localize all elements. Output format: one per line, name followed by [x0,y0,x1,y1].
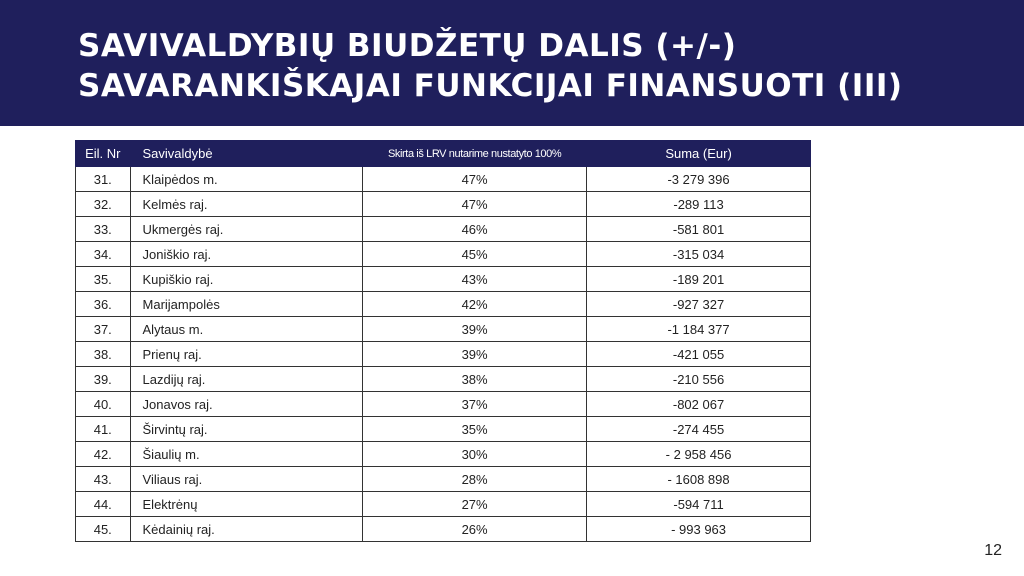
column-header-nr: Eil. Nr [76,141,131,167]
cell-nr: 42. [76,442,131,467]
table-row [76,167,811,192]
cell-sum: -802 067 [587,392,811,417]
cell-municipality: Elektrėnų [130,492,363,517]
cell-nr: 33. [76,217,131,242]
cell-nr: 44. [76,492,131,517]
cell-nr: 45. [76,517,131,542]
cell-sum: -274 455 [587,417,811,442]
cell-municipality: Kupiškio raj. [130,267,363,292]
cell-nr: 40. [76,392,131,417]
table-body [76,167,811,542]
cell-sum: - 993 963 [587,517,811,542]
table-header-row [76,141,811,167]
cell-municipality: Šiaulių m. [130,442,363,467]
cell-municipality: Širvintų raj. [130,417,363,442]
cell-municipality: Klaipėdos m. [130,167,363,192]
cell-nr: 31. [76,167,131,192]
table-row [76,317,811,342]
cell-percent: 43% [363,267,587,292]
municipality-budget-table [75,140,811,542]
table-row [76,417,811,442]
cell-percent: 38% [363,367,587,392]
cell-municipality: Jonavos raj. [130,392,363,417]
cell-sum: - 1608 898 [587,467,811,492]
cell-sum: - 2 958 456 [587,442,811,467]
table-row [76,442,811,467]
cell-percent: 46% [363,217,587,242]
cell-municipality: Viliaus raj. [130,467,363,492]
table-row [76,267,811,292]
cell-sum: -421 055 [587,342,811,367]
table-row [76,242,811,267]
table-row [76,392,811,417]
slide-title-line-2: SAVARANKIŠKAJAI FUNKCIJAI FINANSUOTI (III) [78,68,903,104]
title-banner [0,0,1024,126]
column-header-percent: Skirta iš LRV nutarime nustatyto 100% [363,141,587,167]
cell-sum: -3 279 396 [587,167,811,192]
cell-sum: -189 201 [587,267,811,292]
cell-percent: 39% [363,317,587,342]
column-header-sum: Suma (Eur) [587,141,811,167]
cell-sum: -581 801 [587,217,811,242]
cell-municipality: Ukmergės raj. [130,217,363,242]
table-row [76,492,811,517]
cell-nr: 35. [76,267,131,292]
cell-percent: 35% [363,417,587,442]
cell-nr: 32. [76,192,131,217]
table-row [76,217,811,242]
slide-title [78,26,903,106]
cell-sum: -210 556 [587,367,811,392]
cell-sum: -289 113 [587,192,811,217]
cell-sum: -1 184 377 [587,317,811,342]
table-row [76,467,811,492]
cell-municipality: Kėdainių raj. [130,517,363,542]
cell-municipality: Lazdijų raj. [130,367,363,392]
cell-percent: 45% [363,242,587,267]
column-header-municipality: Savivaldybė [130,141,363,167]
cell-nr: 39. [76,367,131,392]
cell-sum: -927 327 [587,292,811,317]
cell-percent: 27% [363,492,587,517]
cell-nr: 43. [76,467,131,492]
cell-nr: 34. [76,242,131,267]
cell-percent: 47% [363,167,587,192]
cell-percent: 26% [363,517,587,542]
cell-percent: 28% [363,467,587,492]
cell-sum: -315 034 [587,242,811,267]
slide-title-line-1: SAVIVALDYBIŲ BIUDŽETŲ DALIS (+/-) [78,28,737,64]
table-row [76,367,811,392]
cell-percent: 42% [363,292,587,317]
cell-municipality: Marijampolės [130,292,363,317]
cell-percent: 30% [363,442,587,467]
cell-municipality: Kelmės raj. [130,192,363,217]
cell-municipality: Prienų raj. [130,342,363,367]
cell-percent: 37% [363,392,587,417]
cell-nr: 38. [76,342,131,367]
table-row [76,192,811,217]
cell-nr: 36. [76,292,131,317]
table-row [76,292,811,317]
cell-municipality: Joniškio raj. [130,242,363,267]
cell-municipality: Alytaus m. [130,317,363,342]
page-number: 12 [984,542,1002,559]
cell-sum: -594 711 [587,492,811,517]
cell-percent: 47% [363,192,587,217]
cell-nr: 41. [76,417,131,442]
table-row [76,342,811,367]
table-row [76,517,811,542]
cell-nr: 37. [76,317,131,342]
cell-percent: 39% [363,342,587,367]
